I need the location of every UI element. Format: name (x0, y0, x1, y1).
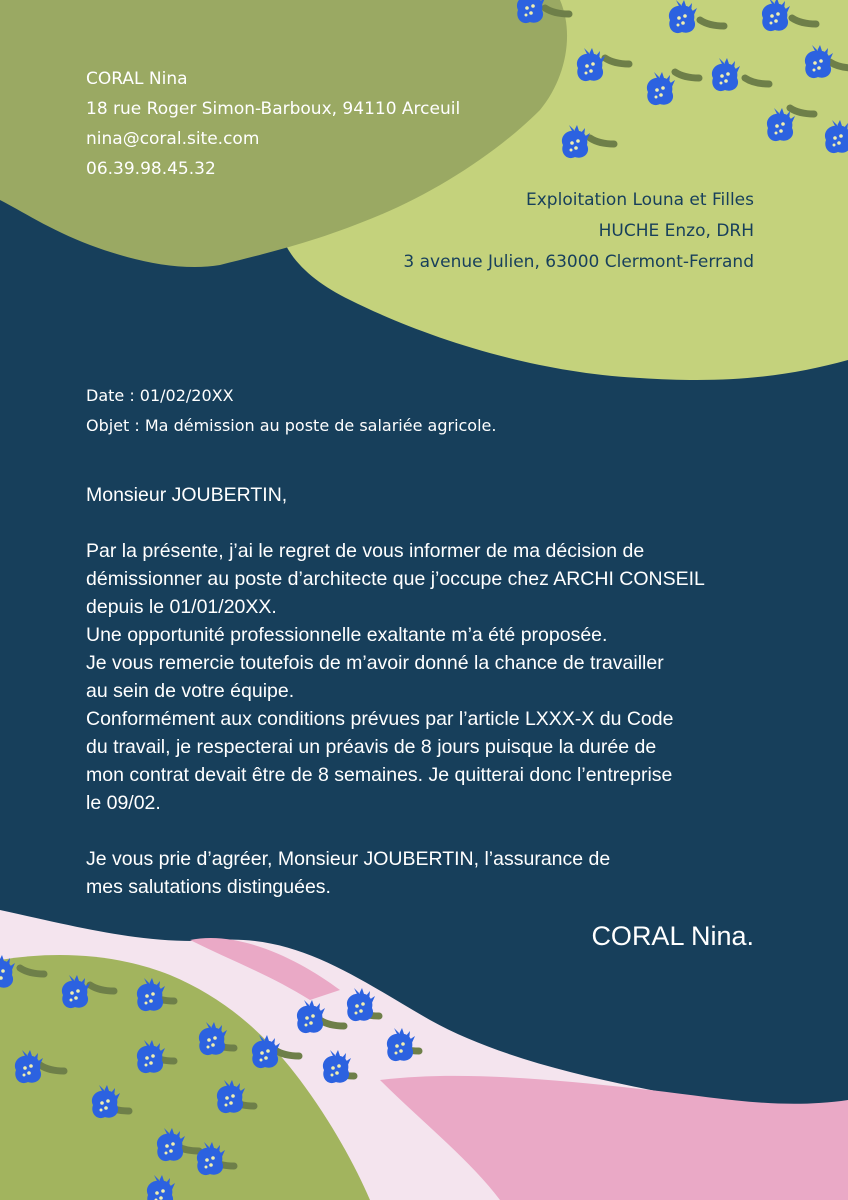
letter-closing (86, 845, 766, 901)
letter-line: démissionner au poste d’architecte que j’occupe chez ARCHI CONSEIL (86, 568, 705, 590)
sender-phone: 06.39.98.45.32 (86, 159, 216, 179)
letter-line: mon contrat devait être de 8 semaines. Je quitterai donc l’entreprise (86, 764, 673, 786)
letter-line: le 09/02. (86, 792, 161, 814)
letter-line: du travail, je respecterai un préavis de 8 jours puisque la durée de (86, 736, 657, 758)
letter-paragraph (86, 537, 766, 817)
letter-line: Je vous remercie toutefois de m’avoir donné la chance de travailler (86, 652, 664, 674)
letter-salutation: Monsieur JOUBERTIN, (86, 484, 288, 506)
letter-line: Par la présente, j’ai le regret de vous informer de ma décision de (86, 540, 645, 562)
letter-body (86, 481, 766, 901)
sender-address: 18 rue Roger Simon-Barboux, 94110 Arceuil (86, 99, 461, 119)
letter-line: au sein de votre équipe. (86, 680, 295, 702)
letter-date: Date : 01/02/20XX (86, 386, 234, 405)
recipient-contact: HUCHE Enzo, DRH (598, 221, 754, 241)
recipient-address: 3 avenue Julien, 63000 Clermont-Ferrand (403, 252, 754, 272)
sender-email: nina@coral.site.com (86, 129, 260, 149)
letter-line: Une opportunité professionnelle exaltante m’a été proposée. (86, 624, 608, 646)
sender-block (86, 64, 460, 184)
letter-subject: Objet : Ma démission au poste de salariée agricole. (86, 416, 497, 435)
recipient-company: Exploitation Louna et Filles (526, 190, 754, 210)
letter-line: Conformément aux conditions prévues par l’article LXXX-X du Code (86, 708, 674, 730)
letter-line: depuis le 01/01/20XX. (86, 596, 277, 618)
closing-line: mes salutations distinguées. (86, 876, 331, 898)
sender-name: CORAL Nina (86, 69, 188, 89)
closing-line: Je vous prie d’agréer, Monsieur JOUBERTIN, l’assurance de (86, 848, 611, 870)
letter-signature: CORAL Nina. (591, 921, 754, 951)
recipient-block (403, 185, 754, 278)
letter-meta (86, 381, 496, 441)
